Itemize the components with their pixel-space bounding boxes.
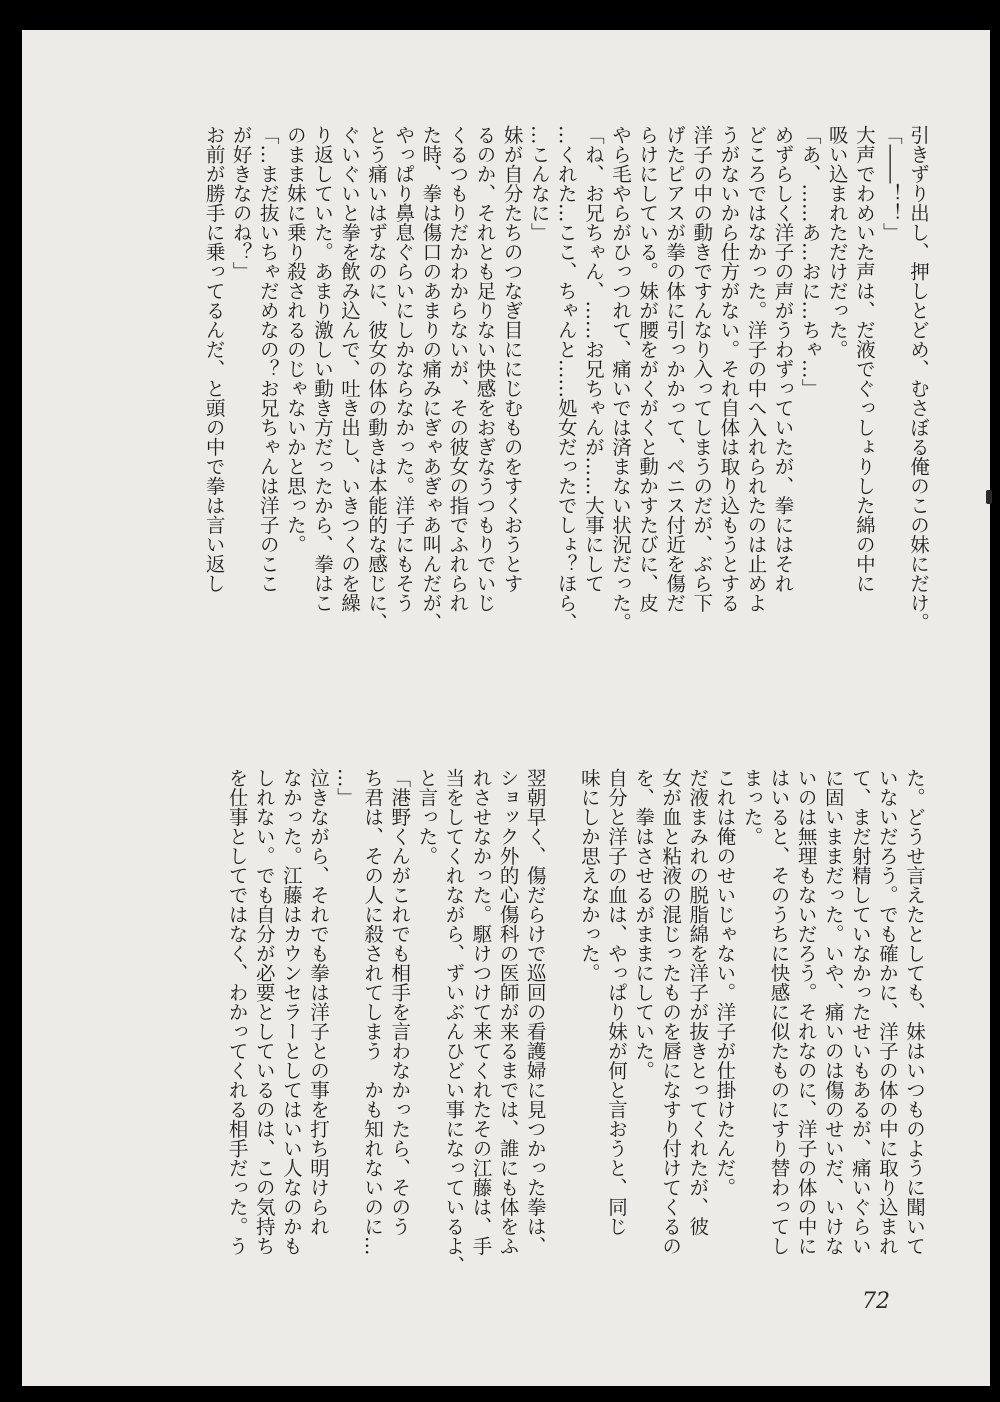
text-column: …くれた…ここ、ちゃんと……処女だったでしょ？ほら、 [554,125,578,632]
text-column: が好きなのね？」 [229,125,253,281]
text-column: 翌朝早く、傷だらけで巡回の看護婦に見つかった拳は、 [523,768,547,1256]
text-column: を仕事としてではなく、わかってくれる相手だった。う [225,768,249,1256]
text-column: 泣きながら、それでも拳は洋子との事を打ち明けられ [306,768,330,1236]
lower-text-block [188,768,928,1308]
text-column: に固いままだった。いや、痛いのは傷のせいだ、いけな [821,768,845,1256]
text-column: を、拳はさせるがままにしていた。 [632,768,656,1080]
text-column: はいると、そのうちに快感に似たものにすり替わってし [767,768,791,1256]
text-column: くるつもりだかわからないが、その彼女の指でふれられ [446,125,470,613]
text-column: どころではなかった。洋子の中へ入れられたのは止めよ [744,125,768,613]
text-column: 「港野くんがこれでも相手を言わなかったら、そのう [388,768,412,1236]
text-column: 女が血と粘液の混じったものを唇になすり付けてくるの [659,768,683,1256]
text-column: うがないから仕方がない。それ自体は取り込もうとする [717,125,741,613]
text-column: のまま妹に乗り殺されるのじゃないかと思った。 [283,125,307,554]
text-column: らけにしている。妹が腰をがくがくと動かすたびに、皮 [636,125,660,613]
text-column: お前が勝手に乗ってるんだ、と頭の中で拳は言い返し [202,125,226,593]
text-column: 自分と洋子の血は、やっぱり妹が何と言おうと、同じ [604,768,628,1236]
text-column: なかった。江藤はカウンセラーとしてはいい人なのかも [279,768,303,1256]
text-column [549,768,576,1308]
text-column: 大声でわめいた声は、だ液でぐっしょりした綿の中に [852,125,876,593]
text-column: ショック外的心傷科の医師が来るまでは、誰にも体をふ [496,768,520,1256]
text-column: やら毛やらがひっつれて、痛いでは済まない状況だった。 [608,125,632,632]
text-column: 「…まだ抜いちゃだめなの？お兄ちゃんは洋子のここ [256,125,280,593]
text-column: 「ね、お兄ちゃん、……お兄ちゃんが……大事にして [581,125,605,593]
text-column: た時、拳は傷口のあまりの痛みにぎゃあぎゃあ叫んだが、 [419,125,443,632]
upper-text-block [202,125,932,665]
text-column: るのか、それとも足りない快感をおぎなうつもりでいじ [473,125,497,613]
text-column: 妹が自分たちのつなぎ目ににじむものをすくおうとす [500,125,524,593]
text-column: …」 [334,768,358,807]
text-column: と言った。 [415,768,439,866]
text-column: いのは無理もないだろう。それなのに、洋子の体の中に [794,768,818,1256]
text-column: て、まだ射精していなかったせいもあるが、痛いぐらい [848,768,872,1256]
page-number: 72 [862,1289,890,1314]
text-column: 当をしてくれながら、ずいぶんひどい事になっているよ、 [442,768,466,1275]
text-column: めずらしく洋子の声がうわずっていたが、拳にはそれ [771,125,795,593]
text-column: とう痛いはずなのに、彼女の体の動きは本能的な感じに、 [365,125,389,632]
text-column: やっぱり鼻息ぐらいにしかならなかった。洋子にもそう [392,125,416,613]
text-column: 味にしか思えなかった。 [577,768,601,983]
text-column: げたピアスが拳の体に引っかかって、ペニス付近を傷だ [663,125,687,613]
text-column: まった。 [740,768,764,846]
text-column: れさせなかった。駆けつけて来てくれたその江藤は、手 [469,768,493,1256]
text-column: これは俺のせいじゃない。洋子が仕掛けたんだ。 [713,768,737,1197]
text-column: 「――！！」 [879,125,903,242]
text-column: …こんなに」 [527,125,551,242]
text-column: ぐいぐいと拳を飲み込んで、吐き出し、いきつくのを繰 [338,125,362,613]
text-column: ち君は、その人に殺されてしまう かも知れないのに… [361,768,385,1256]
text-column: しれない。でも自分が必要としているのは、この気持ち [252,768,276,1256]
text-column: いないだろう。でも確かに、洋子の体の中に取り込まれ [875,768,899,1256]
text-column: 「あ、……あ…おに…ちゃ…」 [798,125,822,398]
text-column: だ液まみれの脱脂綿を洋子が抜きとってくれたが、彼 [686,768,710,1236]
text-column: た。どうせ言えたとしても、妹はいつものように聞いて [903,768,926,1256]
book-page [22,30,990,1386]
text-column: 吸い込まれただけだった。 [825,125,849,359]
text-column: り返していた。あまり激しい動き方だったから、拳はこ [310,125,334,613]
edge-mark [986,490,992,504]
text-column: 引きずり出し、押しとどめ、むさぼる俺のこの妹にだけ。 [907,125,930,632]
text-column: 洋子の中の動きですんなり入ってしまうのだが、ぶら下 [690,125,714,613]
